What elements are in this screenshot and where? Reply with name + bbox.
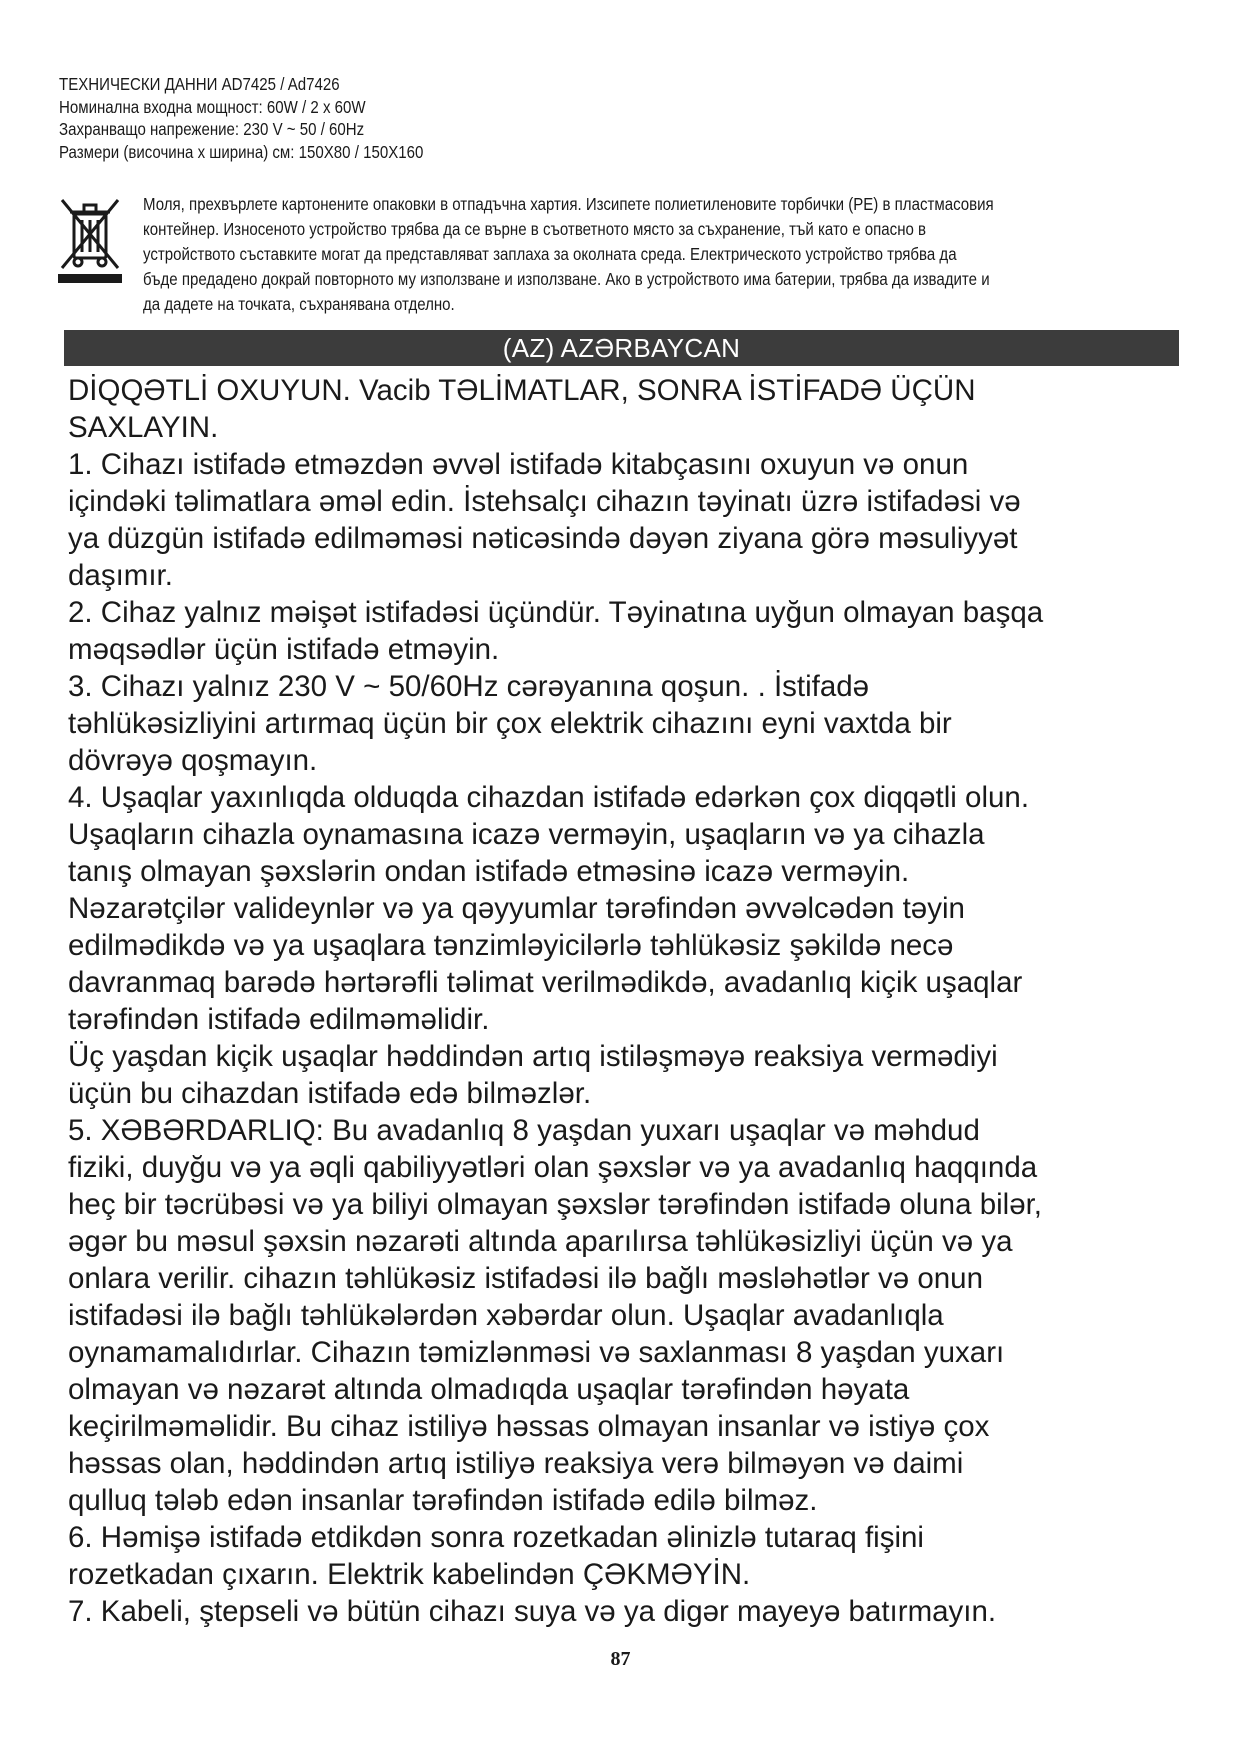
tech-power: Номинална входна мощност: 60W / 2 x 60W	[59, 96, 366, 117]
instruction-line: məqsədlər üçün istifadə etməyin.	[68, 633, 500, 666]
recycling-line: контейнер. Износеното устройство трябва да се върне в съответното място за съхранение, тъй като е опасно в	[143, 219, 927, 239]
instruction-line: həssas olan, həddindən artıq istiliyə reaksiya verə bilməyən və daimi	[68, 1447, 964, 1480]
instruction-line: 1. Cihazı istifadə etməzdən əvvəl istifadə kitabçasını oxuyun və onun	[68, 448, 969, 481]
instruction-line: heç bir təcrübəsi və ya biliyi olmayan şəxslər tərəfindən istifadə oluna bilər,	[68, 1188, 1043, 1221]
instruction-line: Üç yaşdan kiçik uşaqlar həddindən artıq istiləşməyə reaksiya vermədiyi	[68, 1040, 998, 1073]
recycling-line: да дадете на точката, съхранявана отделно.	[143, 294, 455, 314]
instruction-line: əgər bu məsul şəxsin nəzarəti altında aparılırsa təhlükəsizliyi üçün və ya	[68, 1225, 1013, 1258]
instruction-line: təhlükəsizliyini artırmaq üçün bir çox elektrik cihazını eyni vaxtda bir	[68, 707, 952, 740]
tech-voltage: Захранващо напрежение: 230 V ~ 50 / 60Hz	[59, 119, 365, 139]
instruction-line: 2. Cihaz yalnız məişət istifadəsi üçündür. Təyinatına uyğun olmayan başqa	[68, 596, 1044, 629]
tech-title: ТЕХНИЧЕСКИ ДАННИ AD7425 / Ad7426	[59, 74, 340, 94]
instruction-line: qulluq tələb edən insanlar tərəfindən istifadə edilə bilməz.	[68, 1484, 818, 1517]
crossed-out-bin-icon	[58, 194, 122, 284]
instruction-line: dövrəyə qoşmayın.	[68, 744, 318, 777]
instruction-line: tanış olmayan şəxslərin ondan istifadə etməsinə icazə verməyin.	[68, 855, 910, 888]
heading-line: DİQQƏTLİ OXUYUN. Vacib TƏLİMATLAR, SONRA İSTİFADƏ ÜÇÜN	[68, 374, 976, 407]
instruction-line: 3. Cihazı yalnız 230 V ~ 50/60Hz cərəyanına qoşun. . İstifadə	[68, 670, 870, 703]
instruction-line: olmayan və nəzarət altında olmadıqda uşaqlar tərəfindən həyata	[68, 1373, 910, 1406]
instruction-line: 5. XƏBƏRDARLIQ: Bu avadanlıq 8 yaşdan yuxarı uşaqlar və məhdud	[68, 1114, 980, 1147]
technical-data-block	[59, 73, 959, 163]
instruction-line: 4. Uşaqlar yaxınlıqda olduqda cihazdan istifadə edərkən çox diqqətli olun.	[68, 781, 1030, 814]
instruction-line: içindəki təlimatlara əməl edin. İstehsalçı cihazın təyinatı üzrə istifadəsi və	[68, 485, 1021, 518]
instruction-line: 6. Həmişə istifadə etdikdən sonra rozetkadan əlinizlə tutaraq fişini	[68, 1521, 924, 1554]
instruction-line: oynamamalıdırlar. Cihazın təmizlənməsi və saxlanması 8 yaşdan yuxarı	[68, 1336, 1005, 1369]
instruction-line: 7. Kabeli, ştepseli və bütün cihazı suya və ya digər mayeyə batırmayın.	[68, 1595, 997, 1628]
instruction-line: onlara verilir. cihazın təhlükəsiz istifadəsi ilə bağlı məsləhətlər və onun	[68, 1262, 983, 1295]
recycling-line: Моля, прехвърлете картонените опаковки в отпадъчна хартия. Изсипете полиетиленовите торбички (PE) в пластмасовия	[143, 194, 994, 214]
instruction-line: keçirilməməlidir. Bu cihaz istiliyə həssas olmayan insanlar və istiyə çox	[68, 1410, 990, 1443]
instructions-body	[68, 372, 1188, 1630]
instruction-line: fiziki, duyğu və ya əqli qabiliyyətləri olan şəxslər və ya avadanlıq haqqında	[68, 1151, 1038, 1184]
instruction-line: daşımır.	[68, 559, 173, 592]
instruction-line: edilmədikdə və ya uşaqlara tənzimləyicilərlə təhlükəsiz şəkildə necə	[68, 929, 954, 962]
instruction-line: Uşaqların cihazla oynamasına icazə verməyin, uşaqların və ya cihazla	[68, 818, 985, 851]
tech-dimensions: Размери (височина x ширина) см: 150X80 / 150X160	[59, 141, 424, 162]
page-number: 87	[610, 1648, 631, 1670]
recycling-line: устройството съставките могат да представляват заплаха за околната среда. Електрическото устройство трябва да	[143, 244, 957, 264]
recycling-line: бъде предадено докрай повторното му използване и използване. Ако в устройството има батерии, трябва да извадите и	[143, 269, 990, 289]
instruction-line: tərəfindən istifadə edilməməlidir.	[68, 1003, 490, 1036]
instruction-line: rozetkadan çıxarın. Elektrik kabelindən ÇƏKMƏYİN.	[68, 1558, 751, 1591]
language-section-header: (AZ) AZƏRBAYCAN	[64, 330, 1179, 366]
instruction-line: davranmaq barədə hərtərəfli təlimat verilmədikdə, avadanlıq kiçik uşaqlar	[68, 966, 1023, 999]
instruction-line: üçün bu cihazdan istifadə edə bilməzlər.	[68, 1077, 592, 1110]
instruction-line: istifadəsi ilə bağlı təhlükələrdən xəbərdar olun. Uşaqlar avadanlıqla	[68, 1299, 944, 1332]
instruction-line: Nəzarətçilər valideynlər və ya qəyyumlar tərəfindən əvvəlcədən təyin	[68, 892, 965, 925]
heading-line: SAXLAYIN.	[68, 411, 219, 444]
instruction-line: ya düzgün istifadə edilməməsi nəticəsində dəyən ziyana görə məsuliyyət	[68, 522, 1018, 555]
